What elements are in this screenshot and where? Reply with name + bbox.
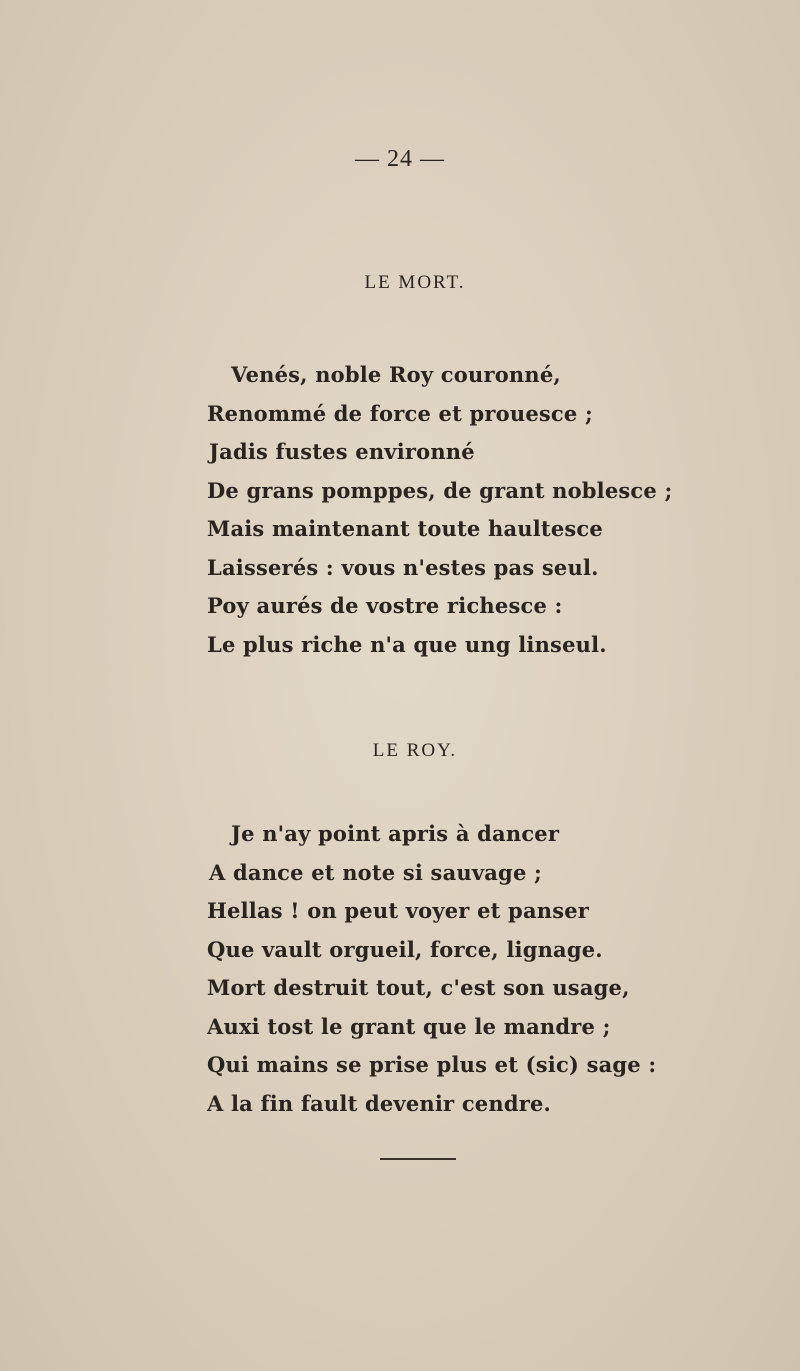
verse-line: Qui mains se prise plus et (sic) sage : xyxy=(207,1052,657,1077)
verse-line: A la fin fault devenir cendre. xyxy=(207,1090,552,1116)
verse-line: Je n'ay point apris à dancer xyxy=(231,821,560,846)
verse-line: Renommé de force et prouesce ; xyxy=(207,400,593,426)
stanza-le-mort xyxy=(207,356,672,664)
verse-line: Poy aurés de vostre richesce : xyxy=(207,593,563,618)
section-heading-le-mort: LE MORT. xyxy=(364,272,466,293)
page-number: — 24 — xyxy=(355,146,445,172)
verse-line: Laisserés : vous n'estes pas seul. xyxy=(207,554,599,580)
verse-line: De grans pomppes, de grant noblesce ; xyxy=(207,477,673,503)
verse-line: Hellas ! on peut voyer et panser xyxy=(207,898,590,923)
verse-line: Mais maintenant toute haultesce xyxy=(207,516,603,541)
verse-line: Jadis fustes environné xyxy=(209,439,475,464)
verse-line: Auxi tost le grant que le mandre ; xyxy=(207,1013,611,1039)
closing-rule xyxy=(380,1158,456,1160)
verse-line: A dance et note si sauvage ; xyxy=(209,859,542,885)
section-heading-le-roy: LE ROY. xyxy=(372,740,458,761)
stanza-le-roy xyxy=(207,815,656,1123)
verse-line: Venés, noble Roy couronné, xyxy=(231,362,561,387)
verse-line: Que vault orgueil, force, lignage. xyxy=(207,936,603,962)
verse-line: Mort destruit tout, c'est son usage, xyxy=(207,975,630,1000)
verse-line: Le plus riche n'a que ung linseul. xyxy=(207,631,607,657)
